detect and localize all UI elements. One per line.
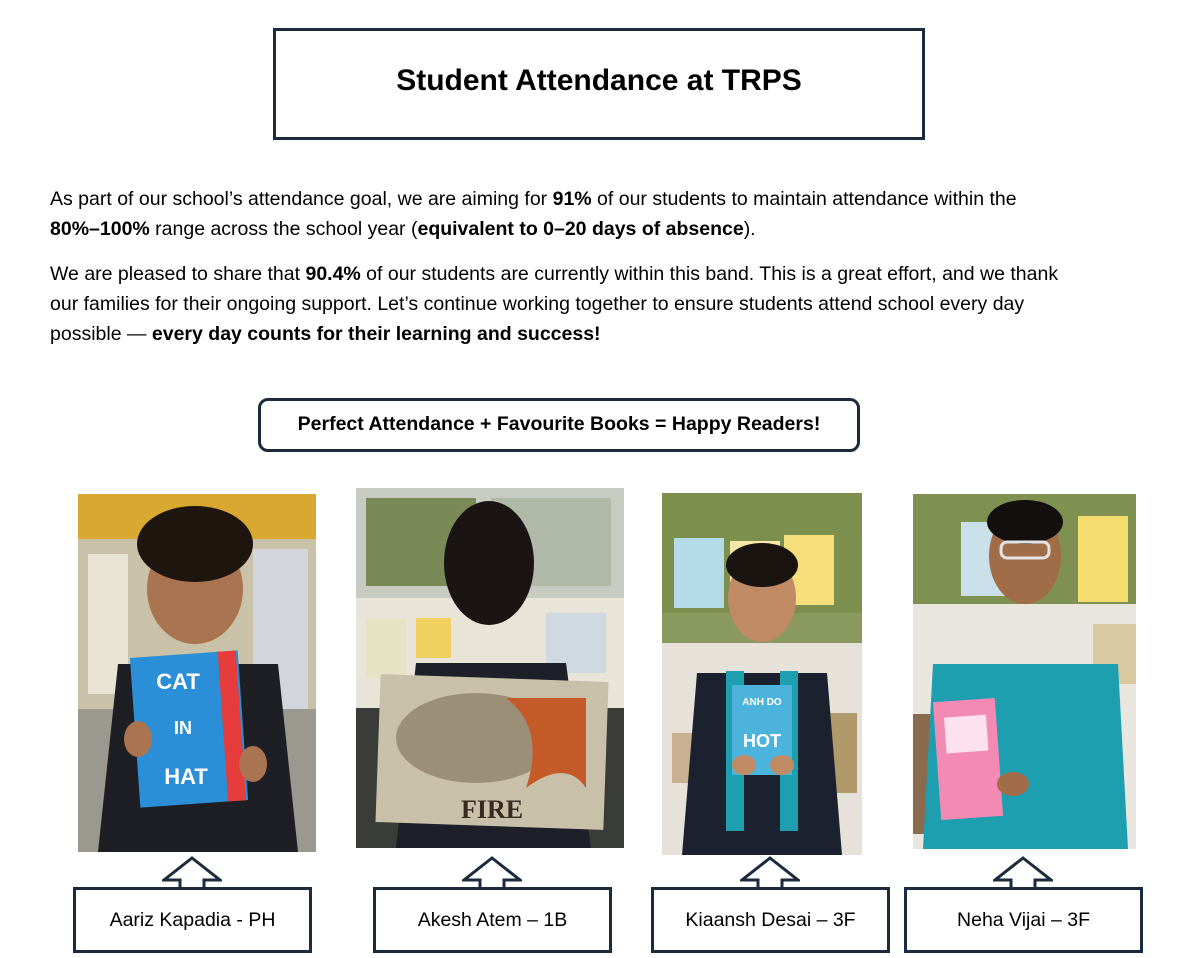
student-photo-4 (913, 494, 1136, 849)
absence-equivalent: equivalent to 0–20 days of absence (417, 218, 744, 240)
banner-text: Perfect Attendance + Favourite Books = Happy Readers! (297, 412, 821, 435)
student-photo-3 (662, 493, 862, 855)
happy-readers-banner (258, 398, 860, 452)
book-title-text: HOT (743, 731, 781, 751)
student-name-label-4 (904, 887, 1143, 953)
student-name: Akesh Atem – 1B (417, 908, 568, 931)
paragraph-text: ). (743, 218, 756, 240)
book-title-text: HAT (164, 764, 208, 789)
book-title-text: CAT (156, 669, 200, 694)
student-name-label-2 (373, 887, 612, 953)
student-name: Aariz Kapadia - PH (109, 908, 276, 931)
attendance-goal-paragraph (50, 184, 1060, 244)
page-title (273, 28, 925, 140)
paragraph-text: As part of our school’s attendance goal, we are aiming for (50, 188, 553, 210)
paragraph-text: of our students are currently within this band. This is a great effort, and we thank our families for their ongoing support. Let’s continue working together to ensure students attend school every day possible — (50, 263, 1059, 345)
page-title-text: Student Attendance at TRPS (396, 64, 802, 97)
goal-percentage: 91% (552, 188, 592, 210)
current-percentage: 90.4% (305, 263, 361, 285)
student-name: Neha Vijai – 3F (957, 908, 1090, 931)
student-photo-2 (356, 488, 624, 848)
student-name-label-3 (651, 887, 890, 953)
student-name-label-1 (73, 887, 312, 953)
student-photo-1 (78, 494, 316, 852)
paragraph-text: range across the school year ( (149, 218, 418, 240)
book-title-text: ANH DO (742, 697, 782, 708)
paragraph-text: We are pleased to share that (50, 263, 306, 285)
attendance-result-paragraph (50, 259, 1060, 349)
book-title-text: IN (174, 718, 192, 738)
book-title-text: FIRE (460, 795, 524, 824)
attendance-range: 80%–100% (50, 218, 150, 240)
closing-message: every day counts for their learning and success! (151, 323, 601, 345)
paragraph-text: of our students to maintain attendance within the (591, 188, 1017, 210)
student-name: Kiaansh Desai – 3F (685, 908, 856, 931)
